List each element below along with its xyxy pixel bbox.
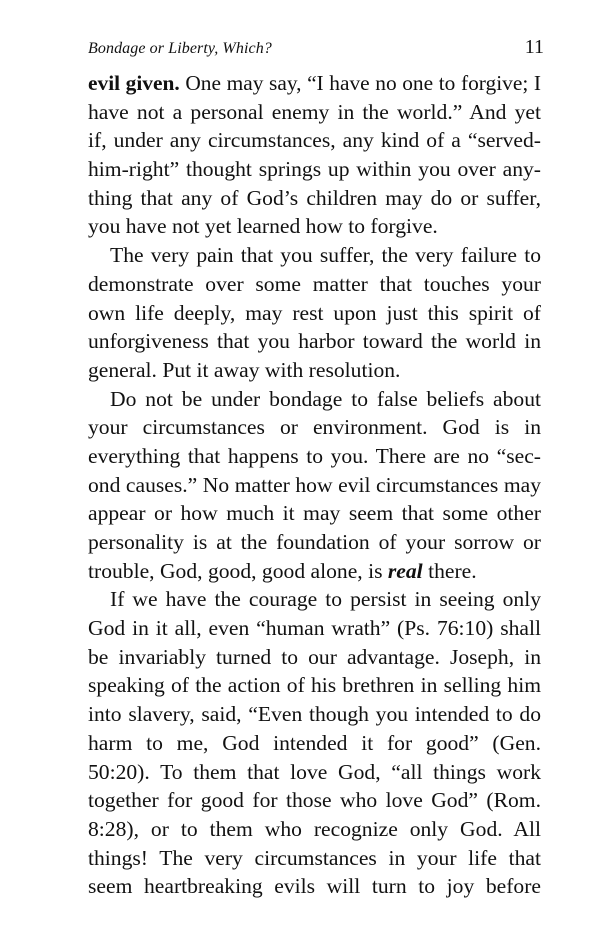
page-number: 11 — [524, 36, 544, 58]
running-title: Bondage or Liberty, Which? — [88, 40, 272, 57]
text-line: things! The very circumstances in your life that — [88, 845, 541, 870]
text-line: Do not be under bondage to false beliefs about — [110, 386, 541, 411]
text-fragment: One may say, “I have no one to forgive; I — [179, 71, 541, 95]
text-fragment: there. — [422, 558, 477, 583]
text-line: personality is at the foundation of your sorrow or — [88, 530, 541, 554]
text-fragment: trouble, God, good, good alone, is — [88, 558, 388, 583]
text-line — [88, 557, 541, 586]
text-line — [88, 69, 541, 98]
text-line: thing that any of God’s children may do or suffer, — [88, 185, 541, 210]
text-line: harm to me, God intended it for good” (Gen. — [88, 730, 541, 755]
text-line: ond causes.” No matter how evil circumstances may — [88, 472, 541, 497]
text-line: appear or how much it may seem that some other — [88, 501, 541, 526]
body-text — [88, 69, 541, 901]
text-line: your circumstances or environment. God is in — [88, 415, 541, 440]
text-line: own life deeply, may rest upon just this spirit of — [88, 300, 541, 325]
text-line: If we have the courage to persist in seeing only — [110, 587, 541, 612]
text-line: have not a personal enemy in the world.” And yet — [88, 99, 541, 124]
text-line: 8:28), or to them who recognize only God. All — [88, 816, 541, 841]
text-line: him-right” thought springs up within you over any- — [88, 157, 541, 182]
text-line: into slavery, said, “Even though you intended to do — [88, 702, 541, 727]
text-line: demonstrate over some matter that touches your — [88, 271, 541, 296]
text-line: God in it all, even “human wrath” (Ps. 76:10) shall — [88, 616, 541, 641]
text-line: you have not yet learned how to forgive. — [88, 214, 438, 239]
bold-phrase: evil given. — [88, 71, 180, 95]
text-line: if, under any circumstances, any kind of a “served- — [88, 128, 541, 153]
text-line: speaking of the action of his brethren in selling him — [88, 673, 541, 698]
text-line: unforgiveness that you harbor toward the world in — [88, 329, 541, 354]
emphasized-word: real — [387, 558, 423, 583]
text-line: The very pain that you suffer, the very failure to — [110, 243, 541, 268]
text-line: together for good for those who love God” (Rom. — [88, 788, 541, 813]
text-line: general. Put it away with resolution. — [88, 357, 401, 382]
text-line: everything that happens to you. There are no “sec- — [88, 443, 541, 468]
text-line: be invariably turned to our advantage. Joseph, in — [88, 644, 541, 669]
text-line: 50:20). To them that love God, “all things work — [88, 759, 541, 784]
text-line: seem heartbreaking evils will turn to joy before — [88, 874, 541, 899]
